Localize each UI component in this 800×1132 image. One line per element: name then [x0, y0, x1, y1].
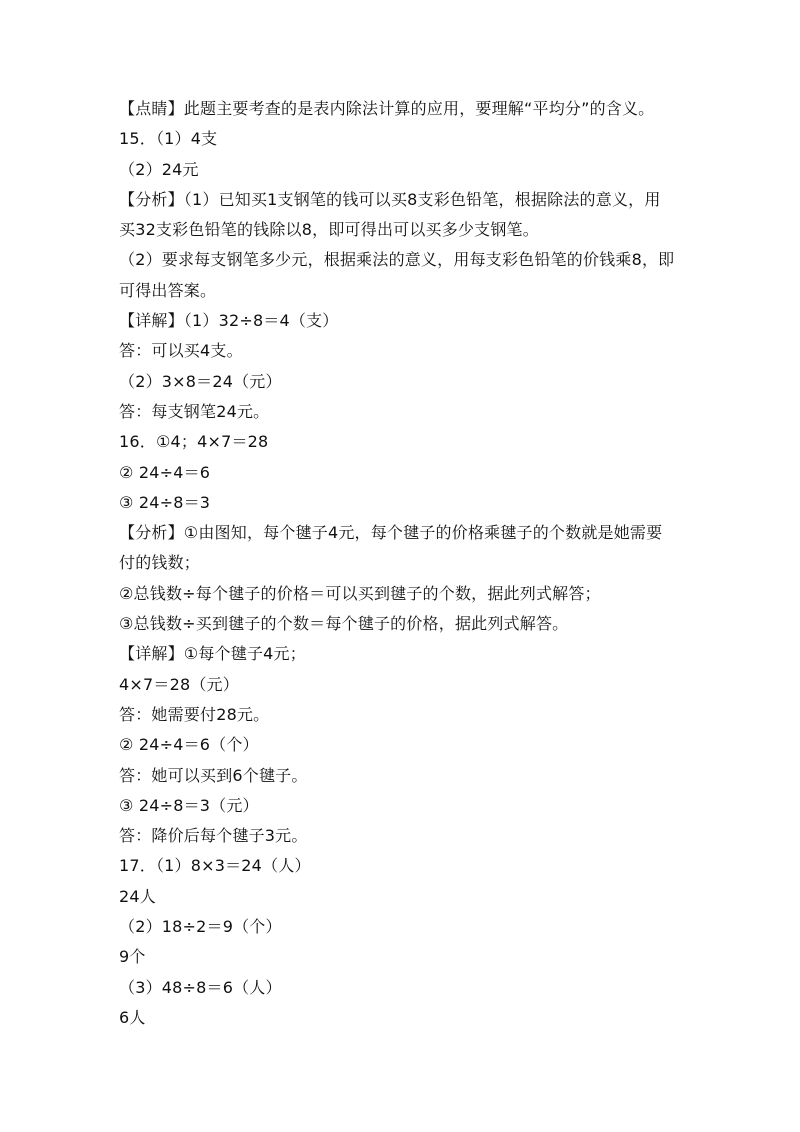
text-line: ② 24÷4＝6: [119, 462, 211, 482]
text-line: 【点睛】此题主要考查的是表内除法计算的应用，要理解“平均分”的含义。: [119, 99, 655, 118]
text-line: 答：每支钢笔24元。: [119, 401, 270, 421]
text-line: 买32支彩色铅笔的钱除以8，即可得出可以买多少支钢笔。: [119, 220, 539, 240]
text-line: 【详解】①每个毽子4元；: [119, 644, 306, 664]
text-line: （2）要求每支钢笔多少元，根据乘法的意义，用每支彩色铅笔的价钱乘8，即: [119, 250, 675, 270]
text-line: 4×7＝28（元）: [119, 674, 239, 694]
text-line: 【分析】①由图知，每个毽子4元，每个毽子的价格乘毽子的个数就是她需要: [119, 523, 663, 543]
text-line: 17．（1）8×3＝24（人）: [119, 856, 311, 876]
answer-text-block: [119, 94, 689, 1033]
text-line: 答：她需要付28元。: [119, 704, 270, 724]
text-line: 6人: [119, 1007, 146, 1027]
text-line: 15．（1）4支: [119, 129, 218, 149]
text-line: ③总钱数÷买到毽子的个数＝每个毽子的价格，据此列式解答。: [119, 614, 569, 634]
text-line: 付的钱数；: [119, 553, 201, 573]
text-line: 答：可以买4支。: [119, 341, 243, 361]
text-line: 9个: [119, 947, 146, 967]
text-line: 答：她可以买到6个毽子。: [119, 765, 308, 785]
text-line: ② 24÷4＝6（个）: [119, 735, 259, 755]
text-line: ②总钱数÷每个毽子的价格＝可以买到毽子的个数，据此列式解答；: [119, 583, 601, 603]
text-line: ③ 24÷8＝3: [119, 492, 211, 512]
text-line: 【分析】（1）已知买1支钢笔的钱可以买8支彩色铅笔，根据除法的意义，用: [119, 189, 661, 209]
text-line: 答：降价后每个毽子3元。: [119, 826, 308, 846]
text-line: （3）48÷8＝6（人）: [119, 977, 282, 997]
text-line: （2）3×8＝24（元）: [119, 371, 282, 391]
text-line: 【详解】（1）32÷8＝4（支）: [119, 311, 339, 331]
text-line: 可得出答案。: [119, 280, 217, 300]
text-line: 24人: [119, 886, 156, 906]
text-line: 16．①4；4×7＝28: [119, 432, 269, 452]
text-line: ③ 24÷8＝3（元）: [119, 795, 259, 815]
text-line: （2）18÷2＝9（个）: [119, 917, 282, 937]
text-line: （2）24元: [119, 159, 199, 179]
